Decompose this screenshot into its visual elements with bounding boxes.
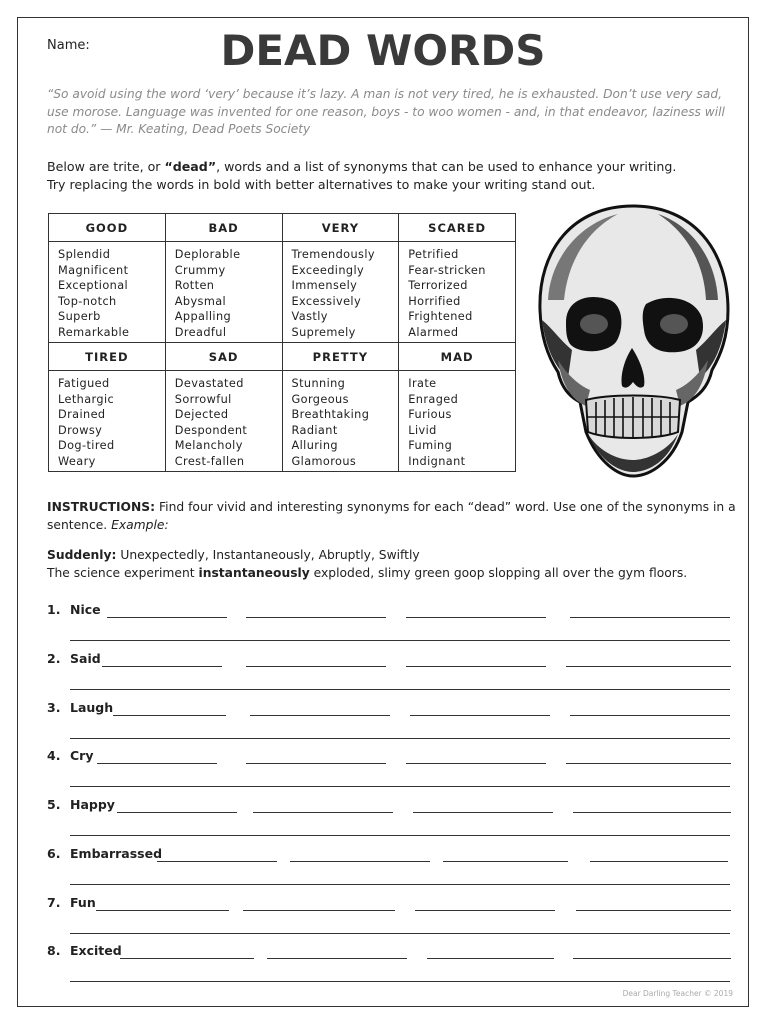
table-header: PRETTY xyxy=(282,343,399,371)
answer-blank[interactable] xyxy=(120,958,254,959)
sentence-line[interactable] xyxy=(70,884,730,885)
answer-blank[interactable] xyxy=(253,812,393,813)
exercise-item: 4. Cry xyxy=(47,748,733,792)
answer-blank[interactable] xyxy=(566,763,731,764)
answer-blank[interactable] xyxy=(113,715,226,716)
sentence-line[interactable] xyxy=(70,786,730,787)
answer-blank[interactable] xyxy=(267,958,407,959)
table-header: GOOD xyxy=(49,214,166,242)
answer-blank[interactable] xyxy=(243,910,395,911)
answer-blank[interactable] xyxy=(246,763,386,764)
answer-blank[interactable] xyxy=(413,812,553,813)
skull-illustration xyxy=(528,200,738,480)
answer-blank[interactable] xyxy=(157,861,277,862)
answer-blank[interactable] xyxy=(102,666,222,667)
synonym-cell: Stunning Gorgeous Breathtaking Radiant Alluring Glamorous xyxy=(282,371,399,472)
sentence-line[interactable] xyxy=(70,835,730,836)
answer-blank[interactable] xyxy=(406,666,546,667)
answer-blank[interactable] xyxy=(573,812,731,813)
exercise-item: 8. Excited xyxy=(47,943,733,987)
exercise-item: 2. Said xyxy=(47,651,733,695)
answer-blank[interactable] xyxy=(427,958,554,959)
answer-blank[interactable] xyxy=(290,861,430,862)
synonym-table xyxy=(48,213,516,472)
example: Suddenly: Unexpectedly, Instantaneously, Abruptly, Swiftly The science experiment instantaneously exploded, slimy green goop slopping all over the gym floors. xyxy=(47,548,688,580)
answer-blank[interactable] xyxy=(590,861,728,862)
answer-blank[interactable] xyxy=(107,617,227,618)
table-header: VERY xyxy=(282,214,399,242)
answer-blank[interactable] xyxy=(97,763,217,764)
exercise-item: 1. Nice xyxy=(47,602,733,646)
answer-blank[interactable] xyxy=(246,617,386,618)
table-header: TIRED xyxy=(49,343,166,371)
footer-credit: Dear Darling Teacher © 2019 xyxy=(622,989,733,998)
answer-blank[interactable] xyxy=(410,715,550,716)
answer-blank[interactable] xyxy=(566,666,731,667)
table-header: MAD xyxy=(399,343,516,371)
exercise-item: 5. Happy xyxy=(47,797,733,841)
quote: “So avoid using the word ‘very’ because it’s lazy. A man is not very tired, he is exhausted. Don’t use very sad, use morose. Language was invented for one reason, boys - to woo women - and, in that endeavor, laziness will not do.” — Mr. Keating, Dead Poets Society xyxy=(47,87,725,136)
synonym-cell: Petrified Fear-stricken Terrorized Horrified Frightened Alarmed xyxy=(399,242,516,343)
answer-blank[interactable] xyxy=(117,812,237,813)
exercise-item: 3. Laugh xyxy=(47,700,733,744)
name-label: Name: xyxy=(47,38,90,53)
table-header: SAD xyxy=(165,343,282,371)
synonym-cell: Splendid Magnificent Exceptional Top-notch Superb Remarkable xyxy=(49,242,166,343)
answer-blank[interactable] xyxy=(443,861,568,862)
answer-blank[interactable] xyxy=(406,763,546,764)
synonym-cell: Deplorable Crummy Rotten Abysmal Appalling Dreadful xyxy=(165,242,282,343)
table-header: SCARED xyxy=(399,214,516,242)
table-header: BAD xyxy=(165,214,282,242)
answer-blank[interactable] xyxy=(576,910,731,911)
answer-blank[interactable] xyxy=(573,958,731,959)
exercise-item: 6. Embarrassed xyxy=(47,846,733,890)
sentence-line[interactable] xyxy=(70,640,730,641)
page-title: DEAD WORDS xyxy=(220,26,546,75)
sentence-line[interactable] xyxy=(70,689,730,690)
exercise-item: 7. Fun xyxy=(47,895,733,939)
answer-blank[interactable] xyxy=(246,666,386,667)
answer-blank[interactable] xyxy=(96,910,229,911)
sentence-line[interactable] xyxy=(70,933,730,934)
sentence-line[interactable] xyxy=(70,981,730,982)
instructions: INSTRUCTIONS: Find four vivid and interesting synonyms for each “dead” word. Use one of the synonyms in a sentence. Example: xyxy=(47,500,736,532)
answer-blank[interactable] xyxy=(570,617,730,618)
sentence-line[interactable] xyxy=(70,738,730,739)
answer-blank[interactable] xyxy=(406,617,546,618)
answer-blank[interactable] xyxy=(250,715,390,716)
answer-blank[interactable] xyxy=(415,910,555,911)
intro-text: Below are trite, or “dead”, words and a list of synonyms that can be used to enhance your writing. Try replacing the words in bold with better alternatives to make your writing stand out. xyxy=(47,159,677,192)
synonym-cell: Fatigued Lethargic Drained Drowsy Dog-tired Weary xyxy=(49,371,166,472)
synonym-cell: Tremendously Exceedingly Immensely Excessively Vastly Supremely xyxy=(282,242,399,343)
answer-blank[interactable] xyxy=(570,715,730,716)
synonym-cell: Irate Enraged Furious Livid Fuming Indignant xyxy=(399,371,516,472)
synonym-cell: Devastated Sorrowful Dejected Despondent Melancholy Crest-fallen xyxy=(165,371,282,472)
